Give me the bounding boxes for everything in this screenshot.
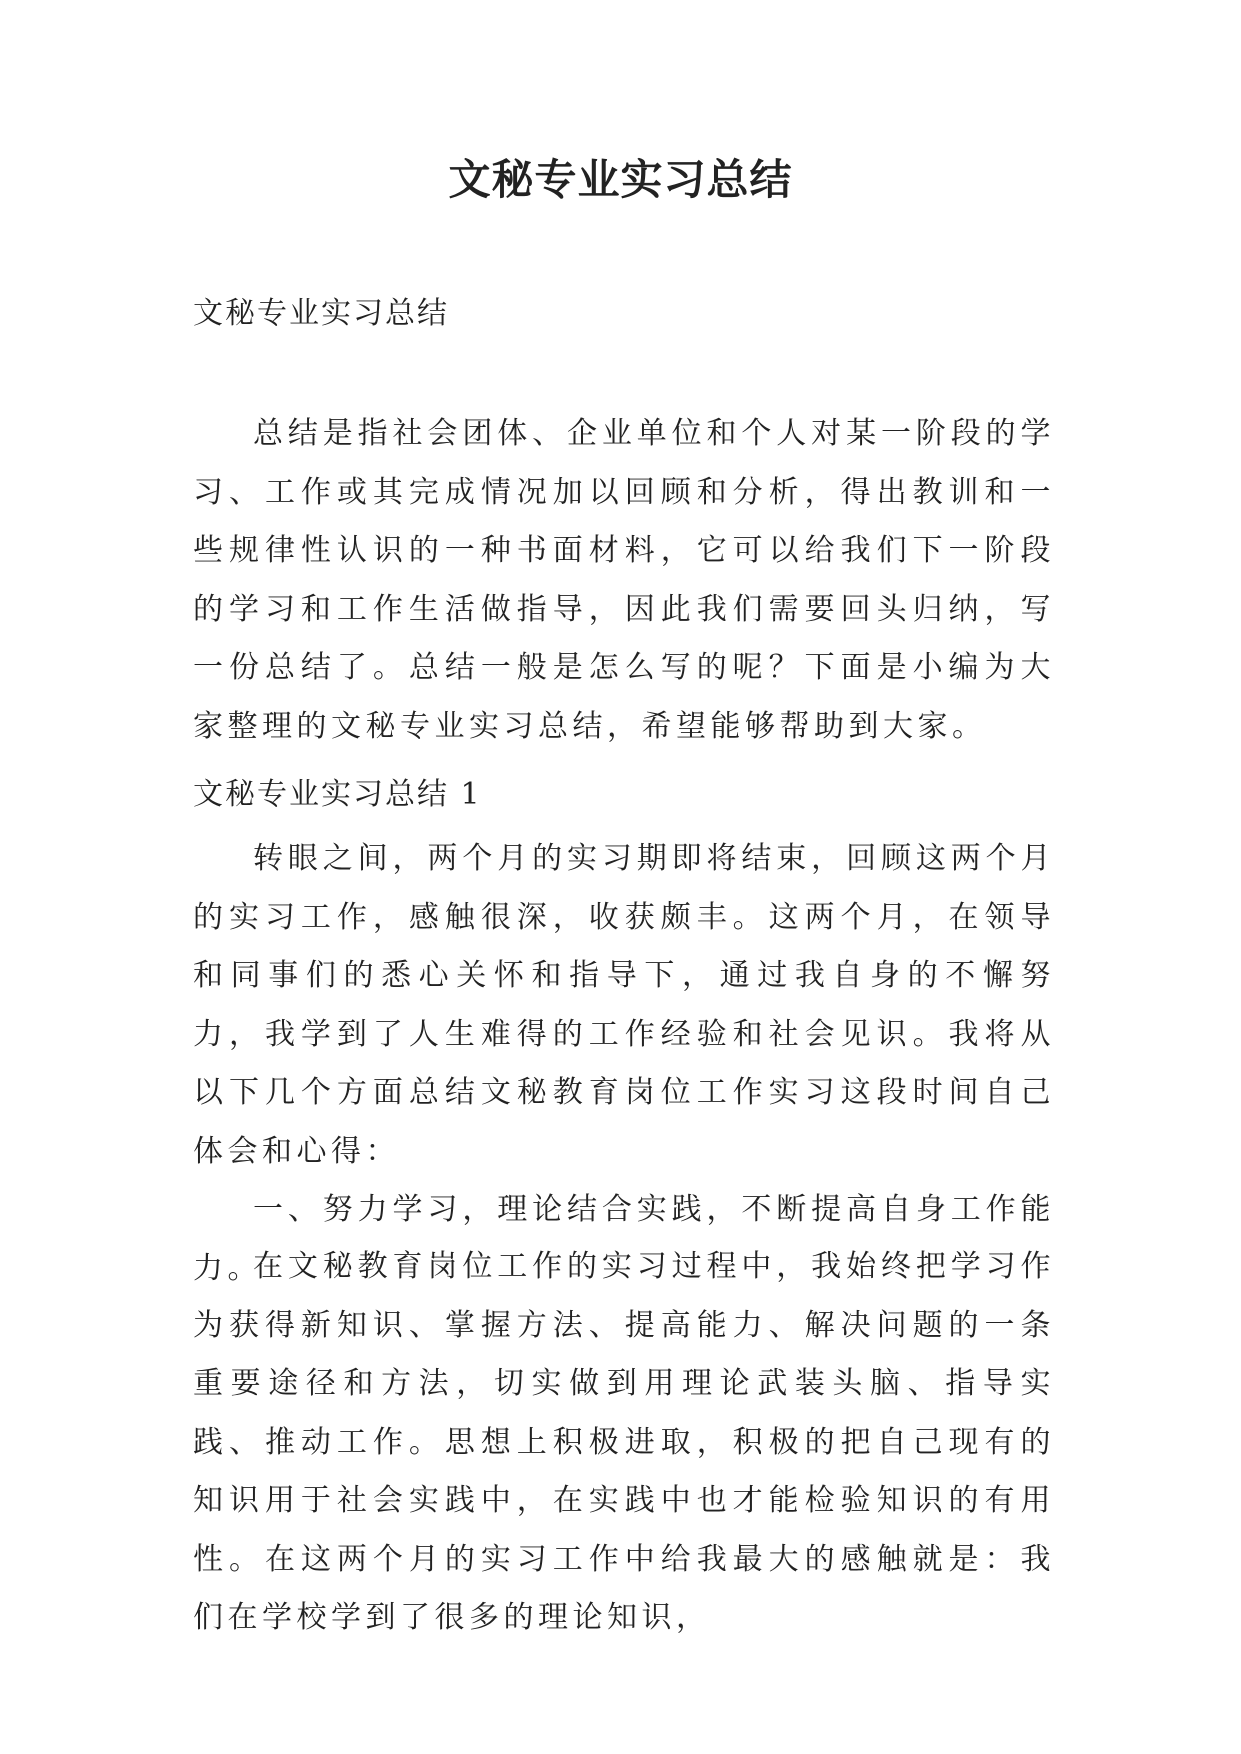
section-1-paragraph-1: 转眼之间，两个月的实习期即将结束，回顾这两个月的实习工作，感触很深，收获颇丰。这两个月，在领导和同事们的悉心关怀和指导下，通过我自身的不懈努力，我学到了人生难得的工作经验和社会见识。我将从以下几个方面总结文秘教育岗位工作实习这段时间自己体会和心得： [193,841,1055,1169]
document-title: 文秘专业实习总结 [448,155,793,204]
document-subtitle: 文秘专业实习总结 [193,296,449,331]
intro-paragraph: 总结是指社会团体、企业单位和个人对某一阶段的学习、工作或其完成情况加以回顾和分析，得出教训和一些规律性认识的一种书面材料，它可以给我们下一阶段的学习和工作生活做指导，因此我们需要回头归纳，写一份总结了。总结一般是怎么写的呢？下面是小编为大家整理的文秘专业实习总结，希望能够帮助到大家。 [193,416,1055,744]
section-1-heading: 文秘专业实习总结 1 [193,777,482,812]
section-1-paragraph-3: 在文秘教育岗位工作的实习过程中，我始终把学习作为获得新知识、掌握方法、提高能力、解决问题的一条重要途径和方法，切实做到用理论武装头脑、指导实践、推动工作。思想上积极进取，积极的把自己现有的知识用于社会实践中，在实践中也才能检验知识的有用性。在这两个月的实习工作中给我最大的感触就是：我们在学校学到了很多的理论知识， [193,1249,1055,1635]
section-1-paragraph-2: 一、努力学习，理论结合实践，不断提高自身工作能力。 [193,1192,1055,1286]
